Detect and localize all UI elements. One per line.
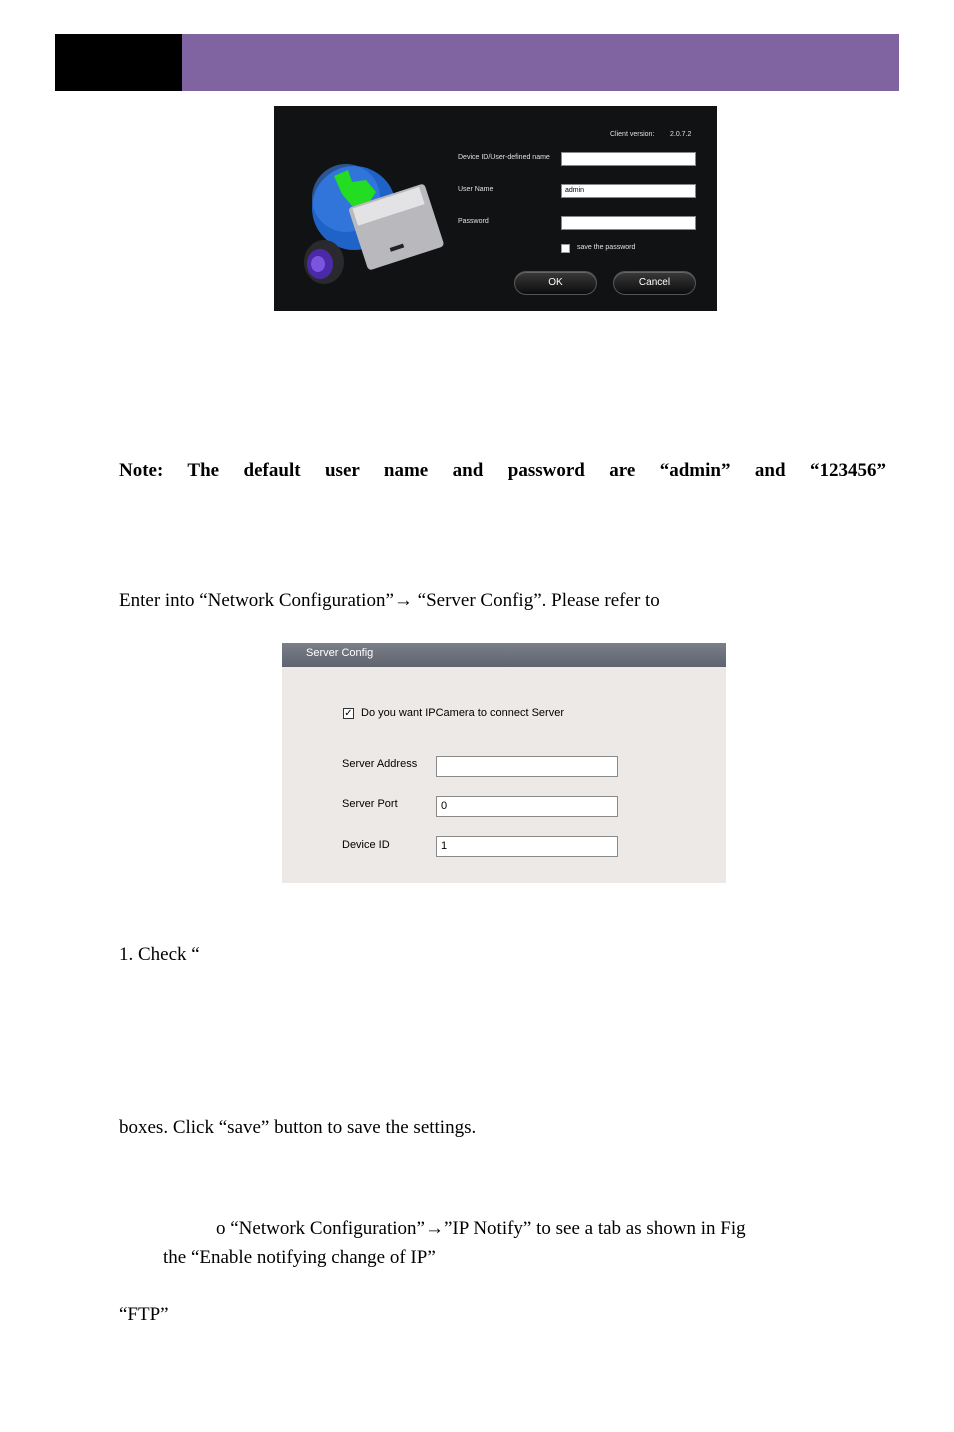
camera-globe-icon xyxy=(286,136,456,316)
password-input[interactable] xyxy=(561,216,696,230)
note-word: default xyxy=(243,460,301,481)
note-word: are xyxy=(609,460,636,481)
note-word: name xyxy=(383,460,429,481)
save-password-checkbox[interactable] xyxy=(561,244,570,253)
client-version-label: Client version: xyxy=(610,131,655,138)
client-version-value: 2.0.7.2 xyxy=(670,131,692,138)
password-label: Password xyxy=(458,218,489,225)
note-word: “123456” xyxy=(810,460,886,481)
check-text: 1. Check “ xyxy=(119,944,200,965)
default-credentials-note xyxy=(119,460,886,482)
server-address-input[interactable] xyxy=(436,756,618,777)
header-purple-bar xyxy=(182,34,899,91)
server-address-label: Server Address xyxy=(342,758,418,770)
note-word: password xyxy=(507,460,585,481)
server-port-input[interactable]: 0 xyxy=(436,796,618,817)
boxes-text: boxes. Click “save” button to save the settings. xyxy=(119,1117,477,1138)
note-word: “admin” xyxy=(659,460,731,481)
username-label: User Name xyxy=(458,186,494,193)
enable-notify-text: the “Enable notifying change of IP” xyxy=(163,1247,436,1268)
ok-button[interactable]: OK xyxy=(514,271,597,295)
connect-server-label: Do you want IPCamera to connect Server xyxy=(361,707,564,719)
server-port-label: Server Port xyxy=(342,798,398,810)
ip-notify-text: o “Network Configuration”→”IP Notify” to see a tab as shown in Fig xyxy=(216,1218,746,1239)
note-word: and xyxy=(452,460,484,481)
note-word: The xyxy=(187,460,220,481)
login-dialog xyxy=(274,106,717,311)
connect-server-checkbox[interactable]: ✓ xyxy=(344,708,353,719)
ftp-text: “FTP” xyxy=(119,1304,169,1325)
enter-into-text: Enter into “Network Configuration”→ “Server Config”. Please refer to xyxy=(119,590,660,611)
username-input[interactable]: admin xyxy=(561,184,696,198)
device-id-label: Device ID xyxy=(342,839,390,851)
note-word: user xyxy=(324,460,360,481)
note-word: Note: xyxy=(119,460,164,481)
cancel-button[interactable]: Cancel xyxy=(613,271,696,295)
device-id-label: Device ID/User-defined name xyxy=(458,154,550,161)
server-config-title: Server Config xyxy=(282,643,726,667)
header-black-block xyxy=(55,34,182,91)
save-password-label: save the password xyxy=(577,244,636,251)
device-id-input[interactable]: 1 xyxy=(436,836,618,857)
device-id-input[interactable] xyxy=(561,152,696,166)
server-config-panel xyxy=(282,643,726,883)
note-word: and xyxy=(754,460,786,481)
